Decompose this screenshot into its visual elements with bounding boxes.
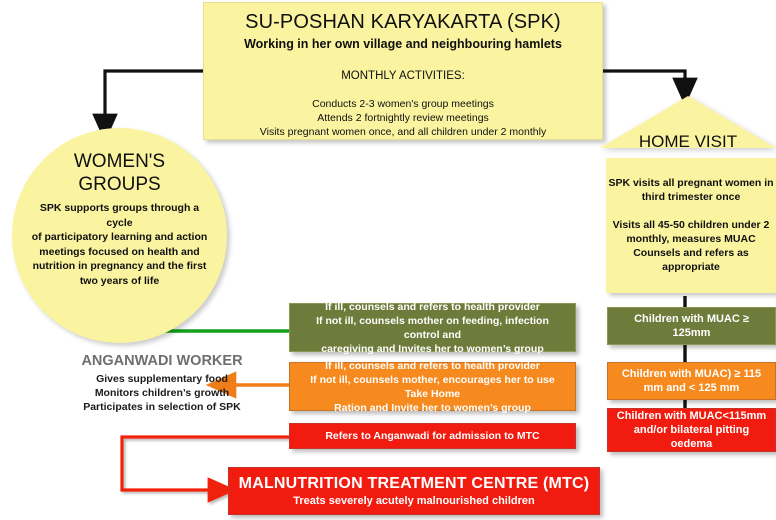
spk-activity-1: Conducts 2-3 women's group meetings [312,98,494,110]
action-orange-line-1: If ill, counsels and refers to health provider [325,359,540,372]
action-orange-line-3: Ration and Invite her to women’s group [334,401,531,414]
chip-muac-mam-line-1: Children with MUAC) ≥ 115 [621,368,762,380]
mtc-box [228,467,600,515]
action-orange-counselling [289,359,576,414]
action-orange-text [298,359,567,415]
spk-subtitle: Working in her own village and neighbouring hamlets [244,37,562,51]
home-visit-line-2: third trimester once [641,191,741,203]
womens-groups-title-line-1: WOMEN'S [73,151,166,172]
home-visit-line-4: monthly, measures MUAC [626,233,756,245]
wire-spk-to-womens-groups [105,71,203,128]
spk-activity-3: Visits pregnant women once, and all children under 2 monthly [259,126,547,138]
home-visit-line-1: SPK visits all pregnant women in [608,177,774,189]
anganwadi-worker-body [52,372,272,414]
womens-groups-body-line-1: SPK supports groups through a cycle [39,202,200,229]
womens-groups-title-line-2: GROUPS [78,174,161,195]
mtc-title: MALNUTRITION TREATMENT CENTRE (MTC) [238,475,590,492]
action-orange-line-2: If not ill, counsels mother, encourages her to use Take Home [310,373,555,400]
home-visit-body [606,158,776,293]
anganwadi-worker-node [52,352,272,414]
wire-spk-to-home-visit [603,71,685,92]
spk-box [203,2,603,140]
womens-groups-body-line-5: two years of life [79,274,160,287]
home-visit-spacer [606,204,776,218]
chip-muac-mam-text [622,367,761,395]
womens-groups-body-line-2: of participatory learning and action [31,231,208,243]
chip-muac-sam [607,408,776,452]
chip-muac-sam-line-2: and/or bilateral pitting oedema [633,424,750,450]
home-visit-line-3: Visits all 45-50 children under 2 [612,219,770,231]
womens-groups-body-line-4: nutrition in pregnancy and the first [32,260,207,272]
spk-title: SU-POSHAN KARYAKARTA (SPK) [245,11,561,33]
chip-muac-mam [607,362,776,400]
action-red-referral [289,423,576,449]
chip-muac-sam-line-1: Children with MUAC<115mm [616,410,767,422]
womens-groups-body [12,196,227,288]
action-green-line-2: If not ill, counsels mother on feeding, infection control and [316,314,549,341]
anganwadi-line-1: Gives supplementary food [96,373,228,385]
womens-groups-title [12,128,227,196]
anganwadi-worker-title: ANGANWADI WORKER [81,353,243,369]
mtc-subtitle: Treats severely acutely malnourished children [293,495,535,507]
action-green-line-1: If ill, counsels and refers to health provider [325,300,540,313]
action-green-counselling [289,300,576,355]
action-green-line-3: caregiving and Invites her to women’s group [321,342,544,355]
womens-groups-body-line-3: meetings focused on health and [39,245,200,258]
anganwadi-line-3: Participates in selection of SPK [83,401,241,413]
chip-muac-normal [607,307,776,345]
home-visit-node [600,96,776,296]
chip-muac-normal-label: Children with MUAC ≥ 125mm [634,313,749,339]
anganwadi-line-2: Monitors children’s growth [94,387,230,399]
womens-groups-circle [12,128,227,343]
chip-muac-mam-line-2: mm and < 125 mm [643,382,740,394]
chip-muac-sam-text [614,409,769,451]
home-visit-title: HOME VISIT [638,132,738,151]
action-green-text [298,300,567,356]
home-visit-line-5: Counsels and refers as appropriate [633,247,749,273]
spk-activity-2: Attends 2 fortnightly review meetings [317,112,489,124]
spk-activities-heading: MONTHLY ACTIVITIES: [341,70,465,82]
action-red-line-1: Refers to Anganwadi for admission to MTC [325,430,540,442]
spk-activities-list [204,97,602,139]
